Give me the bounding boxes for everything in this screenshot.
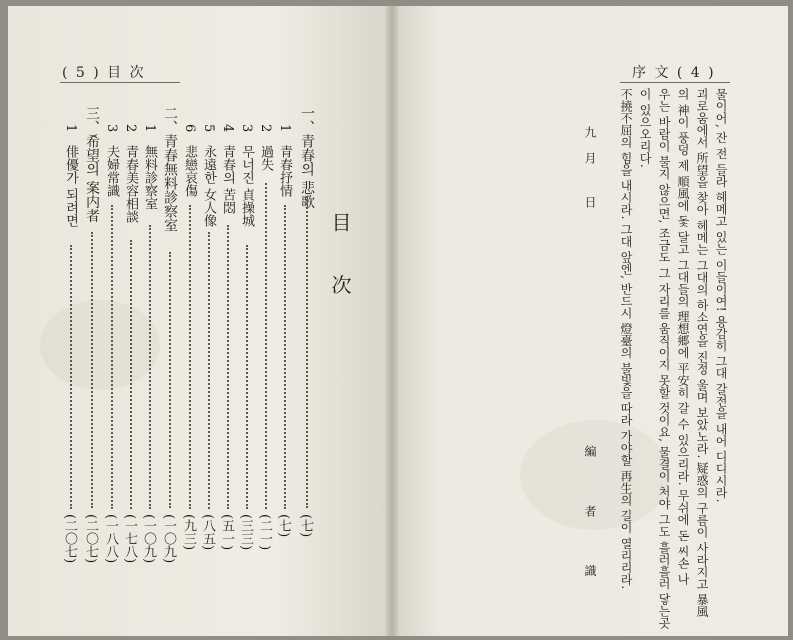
toc-entry-number: 5 xyxy=(201,124,216,133)
toc-leader xyxy=(189,205,191,509)
preface-line: 물이어, 잔 전 들라 헤메고 있는 이들이여! 용감히 그대 갈전을 내어 디디시라. xyxy=(714,88,728,503)
toc-entry-number: 1 xyxy=(63,124,78,133)
toc-entry-page: (二一) xyxy=(257,514,272,551)
toc-entry-page: (五一) xyxy=(219,514,234,551)
toc-entry-title: 무너진 貞操城 xyxy=(239,145,254,228)
toc-leader xyxy=(265,183,267,509)
toc-entry-page: (一七八) xyxy=(122,514,137,564)
section-page-3: (二〇七) xyxy=(83,514,98,564)
toc-entry-page: (二〇七) xyxy=(62,514,77,564)
preface-date: 九月 日 xyxy=(583,126,597,222)
section-heading-3: 三、希望의 案内者 xyxy=(84,106,100,223)
toc-leader xyxy=(169,252,171,508)
toc-entry-title: 青春美容相談 xyxy=(123,145,138,223)
toc-entry-title: 過失 xyxy=(258,145,273,171)
toc-entry-page: (三三) xyxy=(238,514,253,551)
toc-entry-number: 4 xyxy=(220,124,235,133)
toc-leader xyxy=(246,245,248,509)
running-head-left: ( 5 ) 目 次 xyxy=(62,65,146,81)
toc-title: 目 次 xyxy=(328,212,352,313)
preface-line: 우는 바람이 불지 않으면, 조금도 그 자리를 움직이지 못할 것이요, 물결이 처야 그도 흘러흘러 닿는곳 xyxy=(657,88,671,630)
toc-leader xyxy=(284,205,286,509)
toc-entry-title: 青春의 苦悶 xyxy=(220,145,235,215)
section-heading-2: 二、青春無料診察室 xyxy=(162,106,178,232)
toc-leader xyxy=(208,232,210,509)
section-page-1: (七) xyxy=(298,514,313,538)
toc-leader xyxy=(111,205,113,509)
toc-leader xyxy=(130,240,132,509)
toc-entry-page: (一〇九) xyxy=(141,514,156,564)
toc-entry-number: 2 xyxy=(123,124,138,133)
toc-entry-title: 青春抒情 xyxy=(277,145,292,197)
toc-entry-title: 悲戀哀傷 xyxy=(182,145,197,197)
toc-leader xyxy=(149,225,151,509)
preface-line: 의 神이 풍덩 제 順風에 돛 달고 그대들의 理想郷에 平安히 갈 수 있으리라. 무쉬에 돈 씨손 나 xyxy=(676,88,690,585)
toc-entry-page: (一八八) xyxy=(103,514,118,564)
preface-line: 이 있으오리다. xyxy=(638,88,652,168)
toc-entry-number: 2 xyxy=(258,124,273,133)
toc-leader xyxy=(306,196,308,508)
running-head-right: 序 文 ( 4 ) xyxy=(632,65,716,81)
toc-entry-page: (八五) xyxy=(200,514,215,551)
toc-entry-title: 無料診察室 xyxy=(142,145,157,210)
toc-entry-page: (九三) xyxy=(181,514,196,551)
paper-stain xyxy=(40,300,160,390)
toc-entry-number: 6 xyxy=(182,124,197,133)
toc-entry-number: 1 xyxy=(142,124,157,133)
toc-entry-title: 夫婦常識 xyxy=(104,145,119,197)
header-rule-right xyxy=(620,82,730,83)
toc-entry-title: 俳優가 되려면 xyxy=(63,145,78,228)
toc-entry-page: (七) xyxy=(276,514,291,538)
toc-entry-number: 3 xyxy=(104,124,119,133)
section-page-2: (一〇九) xyxy=(161,514,176,564)
toc-leader xyxy=(70,245,72,509)
preface-signature: 編 者 識 xyxy=(583,445,597,599)
preface-line: 不撓不屈의 힘을 내시라. 그대 앞엔, 반드시 燈臺의 불빛을 따라 가야할 再生의 길이 열리리라. xyxy=(619,88,633,590)
toc-leader xyxy=(227,225,229,509)
toc-entry-number: 3 xyxy=(239,124,254,133)
toc-entry-title: 永遠한 女人像 xyxy=(201,145,216,228)
toc-entry-number: 1 xyxy=(277,124,292,133)
book-gutter xyxy=(386,6,398,636)
toc-leader xyxy=(91,232,93,508)
section-heading-1: 一、青春의 悲歌 xyxy=(299,106,315,209)
header-rule-left xyxy=(60,82,180,83)
preface-line: 괴로움에서 所望을 찾아 헤메는 그대의 하소연을 진정 울며 보았노라. 疑惑의 구름이 사라지고 暴風 xyxy=(695,88,709,618)
